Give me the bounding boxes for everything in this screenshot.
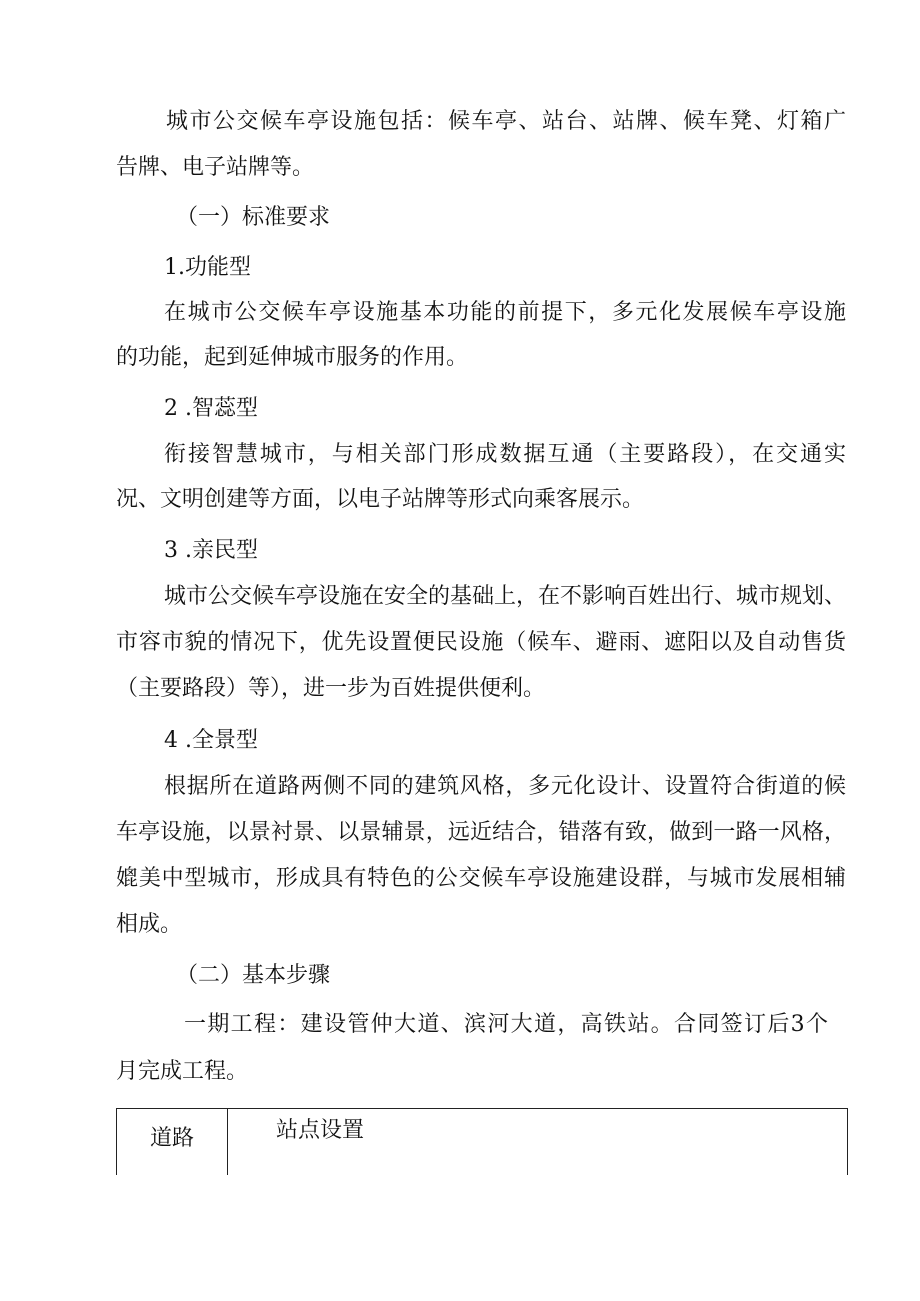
intro-line-2: 告牌、电子站牌等。 (116, 155, 315, 180)
item-3-line-3: （主要路段）等），进一步为百姓提供便利。 (116, 676, 546, 701)
station-table (116, 1108, 848, 1175)
section-heading-steps: （二）基本步骤 (176, 963, 331, 988)
item-4-line-1: 根据所在道路两侧不同的建筑风格，多元化设计、设置符合街道的候 (164, 774, 846, 799)
section-heading-standards: （一）标准要求 (176, 205, 331, 230)
phase-one-line-1: 一期工程：建设管仲大道、滨河大道，高铁站。合同签订后3个 (184, 1012, 828, 1037)
item-3-title: 3 .亲民型 (164, 538, 258, 563)
item-4-title: 4 .全景型 (164, 728, 258, 753)
phase-one-line-2: 月完成工程。 (116, 1059, 249, 1084)
table-header-row (117, 1109, 848, 1176)
item-2-line-1: 衔接智慧城市，与相关部门形成数据互通（主要路段），在交通实 (164, 442, 846, 467)
item-4-line-3: 媲美中型城市，形成具有特色的公交候车亭设施建设群，与城市发展相辅 (116, 866, 846, 891)
table-header-road: 道路 (117, 1109, 228, 1176)
item-3-line-1: 城市公交候车亭设施在安全的基础上，在不影响百姓出行、城市规划、 (164, 584, 847, 609)
table-header-stations: 站点设置 (228, 1109, 848, 1176)
item-4-line-4: 相成。 (116, 912, 183, 937)
item-2-line-2: 况、文明创建等方面，以电子站牌等形式向乘客展示。 (116, 487, 645, 512)
item-3-line-2: 市容市貌的情况下，优先设置便民设施（候车、避雨、遮阳以及自动售货 (116, 630, 846, 655)
item-1-line-1: 在城市公交候车亭设施基本功能的前提下，多元化发展候车亭设施 (164, 300, 846, 325)
item-2-title: 2 .智蕊型 (164, 396, 258, 421)
item-1-line-2: 的功能，起到延伸城市服务的作用。 (116, 345, 469, 370)
item-1-title: 1.功能型 (164, 255, 251, 280)
item-4-line-2: 车亭设施，以景衬景、以景辅景，远近结合，错落有致，做到一路一风格， (116, 820, 846, 845)
intro-line-1: 城市公交候车亭设施包括：候车亭、站台、站牌、候车凳、灯箱广 (166, 109, 846, 134)
